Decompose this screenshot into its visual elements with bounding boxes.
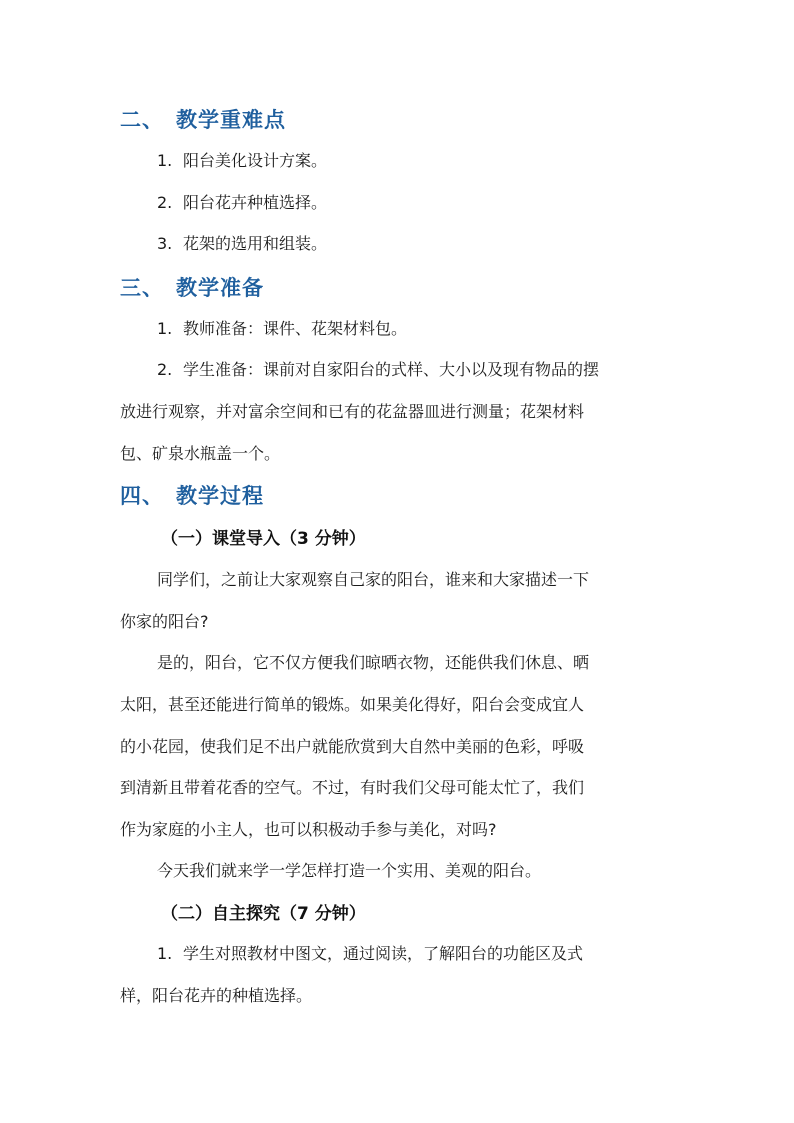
list-text: 阳台美化设计方案。: [183, 151, 328, 170]
section-heading-2: [120, 104, 286, 134]
paragraph-line: 包、矿泉水瓶盖一个。: [120, 444, 281, 463]
list-text: 阳台花卉种植选择。: [183, 193, 328, 212]
paragraph-line: 今天我们就来学一学怎样打造一个实用、美观的阳台。: [157, 861, 542, 880]
subsection-heading: （二）自主探究（7 分钟）: [161, 904, 366, 924]
list-item: [157, 148, 327, 171]
section-number: 三、: [120, 276, 164, 300]
list-item: [157, 231, 327, 254]
list-number: 1.: [157, 319, 173, 338]
section-number: 四、: [120, 484, 164, 508]
section-heading-4: [120, 480, 264, 510]
section-heading-3: [120, 272, 264, 302]
paragraph-line: 到清新且带着花香的空气。不过，有时我们父母可能太忙了，我们: [120, 778, 585, 797]
list-number: 2.: [157, 360, 173, 379]
section-title: 教学过程: [176, 484, 264, 508]
list-number: 1.: [157, 944, 173, 963]
paragraph-line: 你家的阳台?: [120, 612, 209, 631]
subsection-heading: （一）课堂导入（3 分钟）: [161, 529, 366, 549]
list-text: 花架的选用和组装。: [183, 234, 328, 253]
list-text: 教师准备：课件、花架材料包。: [183, 319, 408, 338]
paragraph-line: 的小花园，使我们足不出户就能欣赏到大自然中美丽的色彩，呼吸: [120, 737, 585, 756]
paragraph-line: 太阳，甚至还能进行简单的锻炼。如果美化得好，阳台会变成宜人: [120, 695, 585, 714]
list-item: [157, 190, 327, 213]
paragraph-line: 同学们，之前让大家观察自己家的阳台，谁来和大家描述一下: [157, 570, 590, 589]
paragraph-line: 是的，阳台，它不仅方便我们晾晒衣物，还能供我们休息、晒: [157, 653, 590, 672]
paragraph-line: 放进行观察，并对富余空间和已有的花盆器皿进行测量；花架材料: [120, 402, 585, 421]
list-text: 学生准备：课前对自家阳台的式样、大小以及现有物品的摆: [183, 360, 600, 379]
section-title: 教学准备: [176, 276, 264, 300]
list-number: 2.: [157, 193, 173, 212]
list-text: 学生对照教材中图文，通过阅读，了解阳台的功能区及式: [183, 944, 584, 963]
list-item: [157, 941, 583, 964]
section-title: 教学重难点: [176, 108, 286, 132]
list-number: 3.: [157, 234, 173, 253]
list-item: [157, 357, 599, 380]
paragraph-line: 作为家庭的小主人，也可以积极动手参与美化，对吗?: [120, 820, 497, 839]
list-number: 1.: [157, 151, 173, 170]
section-number: 二、: [120, 108, 164, 132]
list-item: [157, 316, 407, 339]
paragraph-line: 样，阳台花卉的种植选择。: [120, 986, 313, 1005]
